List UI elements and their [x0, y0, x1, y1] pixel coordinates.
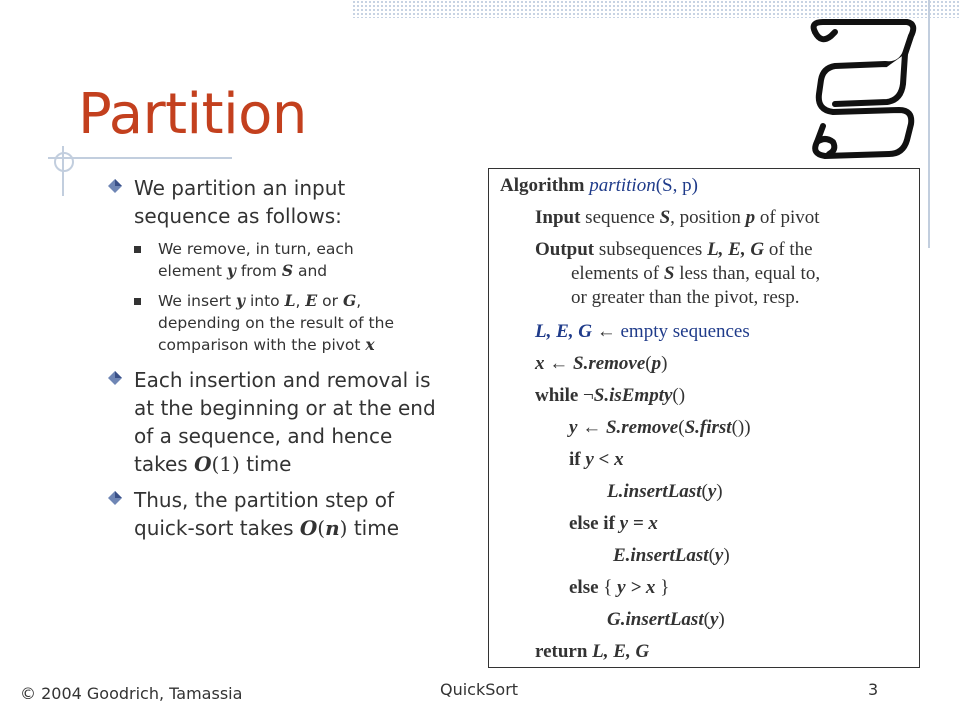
- diamond-bullet-icon: [108, 491, 122, 505]
- title-underline: [48, 157, 232, 159]
- assign-arrow-icon: ←: [549, 353, 569, 374]
- math-var-x: x: [365, 335, 375, 354]
- slide-title: Partition: [78, 82, 307, 147]
- bullet-text: of a sequence, and hence: [134, 424, 393, 448]
- code-var: S: [663, 263, 675, 284]
- bullet-list: [108, 174, 468, 550]
- math-var-g: G: [342, 291, 357, 310]
- algo-line-return: [535, 641, 649, 663]
- code-text: sequence: [585, 207, 655, 228]
- bullet-text: time: [246, 452, 292, 476]
- not-symbol: ¬: [583, 385, 594, 406]
- paren: ): [716, 481, 723, 502]
- paren: ()): [731, 417, 751, 438]
- code-call: S.remove: [605, 417, 679, 438]
- code-call: S.remove: [573, 353, 646, 374]
- sub-bullet-text: into: [249, 292, 280, 310]
- sub-bullet-text: We remove, in turn, each: [158, 240, 354, 258]
- code-var: L, E, G: [592, 641, 650, 662]
- algo-line-insert-e: [613, 545, 730, 567]
- code-cond: y = x: [619, 513, 658, 534]
- code-call: G.insertLast: [607, 609, 704, 630]
- code-text: elements of: [571, 263, 660, 284]
- comma: ,: [295, 292, 301, 310]
- algo-line-pivot: [535, 353, 667, 375]
- assign-arrow-icon: ←: [596, 321, 616, 342]
- brace: }: [660, 577, 670, 598]
- sub-bullet-text: from: [240, 262, 277, 280]
- paren: (: [317, 516, 326, 540]
- comma: ,: [356, 292, 362, 310]
- square-bullet-icon: [134, 246, 141, 253]
- algo-line-insert-g: [607, 609, 725, 631]
- code-text: less than, equal to,: [679, 263, 821, 284]
- code-var: L, E, G: [535, 321, 592, 342]
- paren: (): [672, 385, 686, 406]
- bullet-conclusion: [108, 486, 468, 542]
- paren: (: [678, 417, 685, 438]
- paren: (: [703, 609, 710, 630]
- assign-arrow-icon: ←: [582, 417, 602, 438]
- code-call: E.insertLast: [613, 545, 709, 566]
- footer-topic: QuickSort: [440, 680, 519, 699]
- code-text: or greater than the pivot, resp.: [571, 287, 800, 308]
- algo-line-insert-l: [607, 481, 723, 503]
- paren: ): [339, 516, 348, 540]
- algo-input: [535, 207, 820, 229]
- keyword: Input: [535, 207, 581, 228]
- code-cond: y < x: [585, 449, 624, 470]
- code-var: p: [651, 353, 662, 374]
- algo-output: [535, 239, 813, 261]
- algo-name: partition: [589, 175, 656, 196]
- algo-args: (S, p): [655, 175, 698, 196]
- code-text: of pivot: [759, 207, 820, 228]
- sub-bullet-text: We insert: [158, 292, 232, 310]
- code-text: , position: [670, 207, 741, 228]
- bullet-text: time: [353, 516, 399, 540]
- paren: (: [645, 353, 652, 374]
- decorative-vertical-line: [928, 0, 930, 248]
- paren: ): [661, 353, 668, 374]
- big-o: O: [194, 452, 212, 476]
- code-call: S.isEmpty: [593, 385, 673, 406]
- code-var: p: [745, 207, 756, 228]
- sub-bullet-text: and: [297, 262, 328, 280]
- keyword: Output: [535, 239, 595, 260]
- brace: {: [603, 577, 613, 598]
- sub-bullet-text: element: [158, 262, 222, 280]
- code-var: y: [714, 545, 724, 566]
- paren: (: [701, 481, 708, 502]
- code-call: S.first: [684, 417, 732, 438]
- algo-line-else-if: [569, 513, 658, 535]
- code-cond: y > x: [617, 577, 656, 598]
- bullet-partition-intro: [108, 174, 468, 230]
- algo-line-while: [535, 385, 685, 407]
- algo-line-else: [569, 577, 669, 599]
- footer-copyright: © 2004 Goodrich, Tamassia: [20, 684, 243, 703]
- math-var-y: y: [236, 291, 246, 310]
- algo-output-cont: [571, 263, 820, 285]
- keyword: while: [535, 385, 579, 406]
- math-var-l: L: [284, 291, 296, 310]
- algo-line-remove: [569, 417, 751, 439]
- code-var: y: [707, 481, 717, 502]
- bullet-text: Each insertion and removal is: [134, 368, 431, 392]
- big-o-arg: (1): [211, 452, 240, 476]
- big-o: O: [299, 516, 318, 540]
- bullet-text: takes: [134, 452, 188, 476]
- sub-bullet-insert: [134, 290, 468, 356]
- sub-bullet-text: comparison with the pivot: [158, 336, 361, 354]
- keyword: if: [569, 449, 581, 470]
- algorithm-box: [488, 168, 920, 668]
- code-var: S: [659, 207, 671, 228]
- math-var-n: n: [325, 516, 340, 540]
- sub-bullet-text: or: [322, 292, 339, 310]
- diamond-bullet-icon: [108, 371, 122, 385]
- decorative-ring: [54, 152, 74, 172]
- bullet-text: We partition an input: [134, 176, 346, 200]
- code-var: y: [569, 417, 578, 438]
- bullet-text: sequence as follows:: [134, 204, 342, 228]
- math-var-y: y: [226, 261, 236, 280]
- page-number: 3: [868, 680, 879, 699]
- code-var: y: [709, 609, 719, 630]
- code-var: x: [535, 353, 545, 374]
- code-text: subsequences: [598, 239, 703, 260]
- algo-header: [500, 175, 698, 197]
- bullet-text: quick-sort takes: [134, 516, 294, 540]
- code-text: empty sequences: [620, 321, 750, 342]
- bullet-insertion-removal: [108, 366, 468, 478]
- algo-output-cont: [571, 287, 799, 309]
- paren: (: [708, 545, 715, 566]
- paren: ): [723, 545, 730, 566]
- bullet-text: at the beginning or at the end: [134, 396, 436, 420]
- scroll-icon: [795, 14, 925, 164]
- math-var-e: E: [305, 291, 318, 310]
- bullet-text: Thus, the partition step of: [134, 488, 395, 512]
- keyword: else if: [569, 513, 615, 534]
- code-var: L, E, G: [707, 239, 765, 260]
- sub-bullet-text: depending on the result of the: [158, 314, 394, 332]
- keyword: else: [569, 577, 599, 598]
- square-bullet-icon: [134, 298, 141, 305]
- algo-line-if: [569, 449, 624, 471]
- math-var-s: S: [281, 261, 294, 280]
- code-text: of the: [768, 239, 813, 260]
- sub-bullet-list: [134, 238, 468, 356]
- paren: ): [718, 609, 725, 630]
- keyword: return: [535, 641, 588, 662]
- algo-line-init: [535, 321, 750, 343]
- code-call: L.insertLast: [607, 481, 702, 502]
- sub-bullet-remove: [134, 238, 468, 282]
- diamond-bullet-icon: [108, 179, 122, 193]
- keyword: Algorithm: [500, 175, 585, 196]
